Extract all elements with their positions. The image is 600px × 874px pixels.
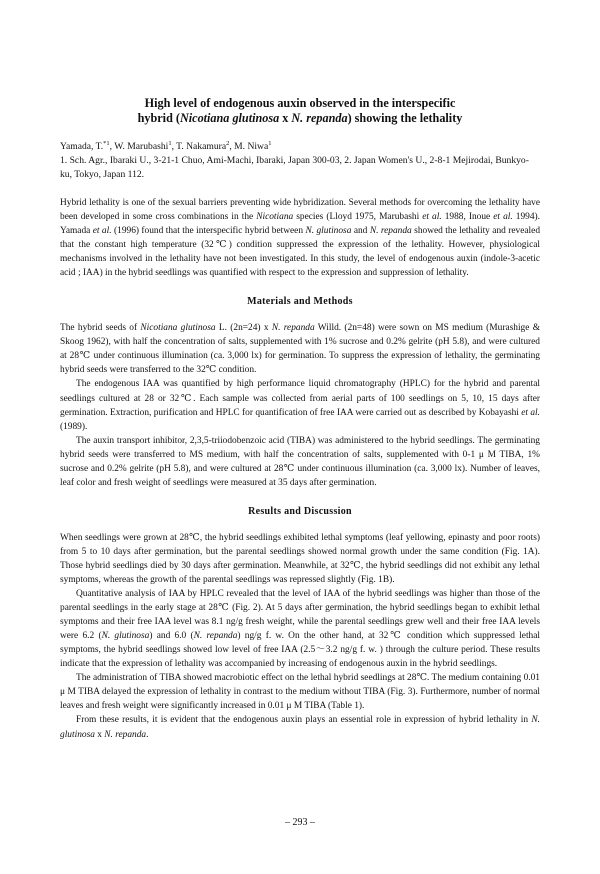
text-run: The hybrid seeds of xyxy=(60,323,141,334)
text-run: Quantitative analysis of IAA by HPLC revealed that the level of IAA of the hybrid seedlings was higher than those of the parental seedlings in the early stage at 28℃ (Fig. 2). At 5 days after germination, the hybrid seedlings began to exhibit lethal symptoms and their free IAA level was 8.1 ng/g fresh weight, while the parental seedlings grew well and their free IAA levels were 6.2 ( xyxy=(60,589,540,642)
title-text: hybrid ( xyxy=(137,111,180,125)
italic-run: N. glutinosa xyxy=(60,715,540,740)
text-run: 1988, Inoue xyxy=(441,212,494,223)
italic-run: N. glutinosa xyxy=(101,631,150,642)
text-run: ) and 6.0 ( xyxy=(149,631,194,642)
text-run: showed the lethality and revealed that the constant high temperature (32℃) condition suppressed the expression of the lethality. However, physiological mechanisms involved in the lethality have not been investigated. In this study, the level of endogenous auxin (indole-3-acetic acid ; IAA) in the hybrid seedlings was quantified with respect to the expression and suppression of lethality. xyxy=(60,226,541,279)
text-run: (1989). xyxy=(60,421,88,432)
title-text: x xyxy=(279,111,292,125)
text-run: ) ng/g f. w. On the other hand, at 32℃ condition which suppressed lethal symptoms, the hybrid seedlings showed low level of free IAA (2.5～3.2 ng/g f. w. ) through the culture period. These results indicate that the expression of lethality was accompanied by increasing of endogenous auxin in the hybrid seedlings. xyxy=(60,631,541,670)
text-run: . xyxy=(146,729,149,740)
methods-paragraph-1 xyxy=(60,321,540,377)
text-run: 1994). Yamada xyxy=(60,212,540,237)
text-run: x xyxy=(94,729,105,740)
text-run: species (Lloyd 1975, Marubashi xyxy=(293,212,423,223)
italic-run: N. repanda xyxy=(193,631,238,642)
italic-run: et al. xyxy=(521,407,541,418)
italic-run: N. repanda xyxy=(369,226,412,237)
affiliation: 1. Sch. Agr., Ibaraki U., 3-21-1 Chuo, Ami-Machi, Ibaraki, Japan 300-03, 2. Japan Women's U., 2-8-1 Mejirodai, Bunkyo-ku, Tokyo, Japan 112. xyxy=(60,155,529,180)
author-name: , T. Nakamura xyxy=(171,141,227,152)
italic-run: N. repanda xyxy=(271,323,315,334)
text-run: From these results, it is evident that the endogenous auxin plays an essential role in expression of hybrid lethality in xyxy=(76,715,532,726)
methods-paragraph-3: The auxin transport inhibitor, 2,3,5-triiodobenzoic acid (TIBA) was administered to the hybrid seedlings. The germinating hybrid seeds were transferred to MS medium, with half the concentration of salts, supplemented with 0-1 μ M TIBA, 1% sucrose and 0.2% gelrite (pH 5.8), and were cultured at 28℃ under continuous illumination (ca. 3,000 lx). Number of leaves, leaf color and fresh weight of seedlings were measured at 35 days after germination. xyxy=(60,435,540,488)
author-superscript: *1 xyxy=(103,139,110,147)
author-superscript: 1 xyxy=(268,139,272,147)
italic-run: et al. xyxy=(493,212,513,223)
intro-paragraph xyxy=(60,196,540,280)
paper-page xyxy=(60,96,540,742)
italic-run: Nicotiana xyxy=(256,212,294,223)
text-run: (1996) found that the interspecific hybrid between xyxy=(111,226,306,237)
text-run: The endogenous IAA was quantified by high performance liquid chromatography (HPLC) for the hybrid and parental seedlings cultured at 28 or 32℃. Each sample was collected from aerial parts of 100 seedlings on 5, 10, 15 days after germination. Extraction, purification and HPLC for quantification of free IAA were carried out as described by Kobayashi xyxy=(60,379,540,418)
paper-title xyxy=(60,96,540,126)
text-run: and xyxy=(351,226,370,237)
italic-run: N. glutinosa xyxy=(305,226,352,237)
author-name: Yamada, T. xyxy=(60,141,104,152)
text-run: L. (2n=24) x xyxy=(215,323,272,334)
author-list xyxy=(60,140,540,154)
methods-paragraph-2 xyxy=(60,377,540,433)
italic-run: Nicotiana glutinosa xyxy=(140,323,216,334)
title-species: N. repanda xyxy=(291,111,348,125)
results-paragraph-3: The administration of TIBA showed macrobiotic effect on the lethal hybrid seedlings at 28℃. The medium containing 0.01 μ M TIBA delayed the expression of lethality in contrast to the medium without TIBA (Fig. 3). Furthermore, number of normal leaves and fresh weight were significantly increased in 0.01 μ M TIBA (Table 1). xyxy=(60,673,540,712)
title-text: ) showing the lethality xyxy=(347,111,463,125)
author-name: , W. Marubashi xyxy=(109,141,169,152)
results-paragraph-4 xyxy=(60,713,540,741)
results-paragraph-2 xyxy=(60,587,540,671)
italic-run: et al. xyxy=(422,212,442,223)
title-line-2 xyxy=(60,111,540,126)
results-heading: Results and Discussion xyxy=(248,505,352,517)
text-run: Hybrid lethality is one of the sexual barriers preventing wide hybridization. Several methods for overcoming the lethality have been developed in some cross combinations in the xyxy=(60,198,540,223)
italic-run: N. repanda xyxy=(104,729,147,740)
author-superscript: 2 xyxy=(226,139,230,147)
page-number: – 293 – xyxy=(285,817,315,828)
title-line-1: High level of endogenous auxin observed in the interspecific xyxy=(144,96,456,110)
title-species: Nicotiana glutinosa xyxy=(179,111,280,125)
text-run: Willd. (2n=48) were sown on MS medium (Murashige & Skoog 1962), with half the concentration of salts, supplemented with 1% sucrose and 0.2% gelrite (pH 5.8), and were cultured at 28℃ under continuous illumination (ca. 3,000 lx) for germination. To suppress the expression of lethality, the germinating hybrid seeds were transferred to the 32℃ condition. xyxy=(60,323,540,376)
author-name: , M. Niwa xyxy=(229,141,269,152)
methods-heading: Materials and Methods xyxy=(247,296,353,308)
results-paragraph-1: When seedlings were grown at 28℃, the hybrid seedlings exhibited lethal symptoms (leaf yellowing, epinasty and poor roots) from 5 to 10 days after germination, but the parental seedlings showed normal growth under the same condition (Fig. 1A). Those hybrid seedlings died by 30 days after germination. Meanwhile, at 32℃, the hybrid seedlings did not exhibit any lethal symptoms, whereas the growth of the parental seedlings was repressed slightly (Fig. 1B). xyxy=(60,532,540,585)
author-superscript: 1 xyxy=(168,139,172,147)
italic-run: et al. xyxy=(92,226,112,237)
